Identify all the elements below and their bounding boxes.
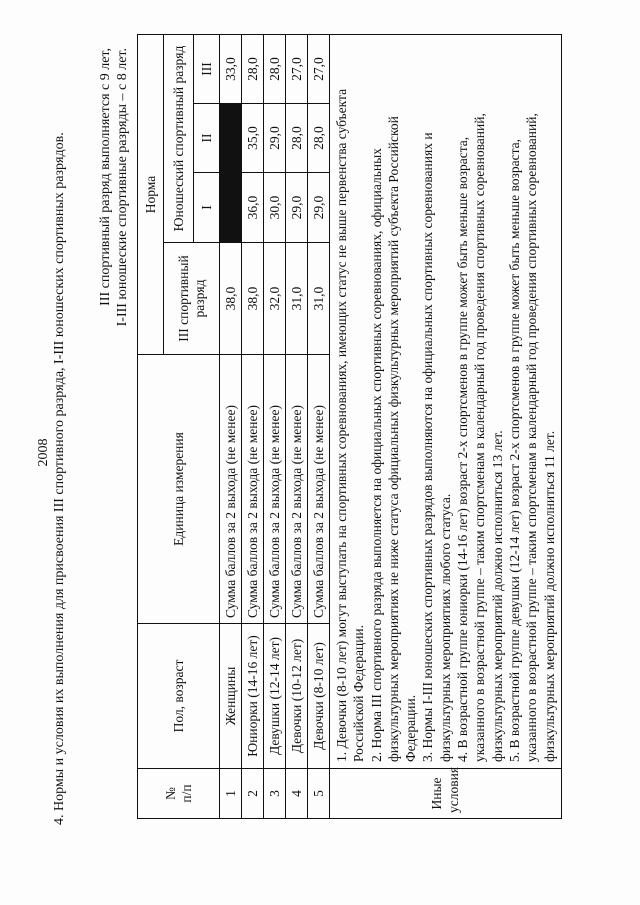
- row-group: Девушки (12-14 лет): [264, 624, 286, 769]
- row-youth-1: 29,0: [286, 173, 308, 243]
- row-unit: Сумма баллов за 2 выхода (не менее): [286, 355, 308, 624]
- other-conditions-label-line1: Иные: [429, 777, 445, 810]
- header-num: [138, 769, 220, 819]
- other-conditions-label: [330, 766, 562, 819]
- row-youth-1: 29,0: [308, 173, 330, 243]
- row-youth-2: 28,0: [308, 104, 330, 173]
- table-row: [242, 35, 264, 819]
- row-group: Юниорки (14-16 лет): [242, 624, 264, 769]
- row-youth-3: 27,0: [308, 35, 330, 104]
- row-cat3: 38,0: [220, 243, 242, 355]
- row-cat3: 32,0: [264, 243, 286, 355]
- row-group: Девочки (8-10 лет): [308, 624, 330, 769]
- row-youth-2: 29,0: [264, 104, 286, 173]
- row-youth-1: 36,0: [242, 173, 264, 243]
- row-youth-3: 27,0: [286, 35, 308, 104]
- condition-line: 2. Норма III спортивного разряда выполняется на официальных спортивных соревнованиях, официальных: [368, 148, 384, 762]
- condition-line: 5. В возрастной группе девушки (12-14 лет) возраст 2-х спортсменов в группе может быть меньше возраста,: [506, 138, 522, 762]
- table-row: [308, 35, 330, 819]
- header-youth-3: III: [194, 35, 220, 104]
- condition-line: Федерации.: [403, 694, 419, 762]
- table-row: [264, 35, 286, 819]
- row-youth-3: 28,0: [242, 35, 264, 104]
- condition-line: физкультурных мероприятиях не ниже статуса официальных физкультурных мероприятий субъекта Российской: [385, 116, 401, 762]
- header-unit: Единица измерения: [138, 355, 220, 624]
- condition-line: указанного в возрастной группе – таким спортсменам в календарный год проведения спортивных соревнований,: [524, 113, 540, 762]
- condition-line: Российской Федерации.: [351, 624, 367, 762]
- row-num: 1: [220, 769, 242, 819]
- header-youth-2: II: [194, 104, 220, 173]
- header-norm: Норма: [138, 35, 164, 355]
- page-number: 2008: [36, 438, 51, 467]
- row-cat3: 31,0: [286, 243, 308, 355]
- header-num-line1: №: [162, 787, 178, 800]
- other-conditions-label-line2: условия: [446, 766, 462, 813]
- row-num: 5: [308, 769, 330, 819]
- section-heading: 4. Нормы и условия их выполнения для присвоения III спортивного разряда, I-III юношеских спортивных разрядов.: [52, 132, 67, 825]
- row-youth-3: 33,0: [220, 35, 242, 104]
- condition-line: физкультурных мероприятий должно исполниться 11 лет.: [541, 430, 557, 762]
- header-youth-1: I: [194, 173, 220, 243]
- row-cat3: 38,0: [242, 243, 264, 355]
- table-row: [286, 35, 308, 819]
- age-note-cat3: III спортивный разряд выполняется с 9 лет,: [98, 48, 113, 306]
- norms-table: [137, 34, 562, 819]
- other-conditions-text: [330, 35, 562, 769]
- row-unit: Сумма баллов за 2 выхода (не менее): [264, 355, 286, 624]
- row-num: 3: [264, 769, 286, 819]
- header-cat3-line1: III спортивный: [175, 255, 191, 342]
- row-unit: Сумма баллов за 2 выхода (не менее): [308, 355, 330, 624]
- header-cat3: [164, 243, 220, 355]
- header-youth: Юношеский спортивный разряд: [164, 35, 194, 243]
- table-row: [220, 35, 242, 819]
- header-cat3-line2: разряд: [191, 279, 207, 318]
- row-group: Женщины: [220, 624, 242, 769]
- row-youth-3: 28,0: [264, 35, 286, 104]
- condition-line: 3. Нормы I-III юношеских спортивных разрядов выполняются на официальных спортивных соревнованиях и: [420, 132, 436, 762]
- row-unit: Сумма баллов за 2 выхода (не менее): [242, 355, 264, 624]
- row-youth-1: 30,0: [264, 173, 286, 243]
- condition-line: 1. Девочки (8-10 лет) могут выступать на спортивных соревнованиях, имеющих статус не выше первенства субъекта: [334, 88, 349, 762]
- other-conditions-row: [330, 35, 562, 819]
- condition-line: физкультурных мероприятиях любого статуса.: [437, 493, 453, 762]
- header-num-line2: п/п: [178, 784, 194, 803]
- header-group: Пол, возраст: [138, 624, 220, 769]
- age-note-youth: I-III юношеские спортивные разряды – с 8 лет.: [115, 48, 130, 327]
- row-youth-2: 28,0: [286, 104, 308, 173]
- row-youth-2: 35,0: [242, 104, 264, 173]
- row-num: 4: [286, 769, 308, 819]
- row-blacked-out-cell: [220, 104, 242, 243]
- condition-line: указанного в возрастной группе – таким спортсменам в календарный год проведения спортивных соревнований,: [472, 113, 488, 762]
- row-num: 2: [242, 769, 264, 819]
- row-cat3: 31,0: [308, 243, 330, 355]
- row-group: Девочки (10-12 лет): [286, 624, 308, 769]
- condition-line: 4. В возрастной группе юниорки (14-16 лет) возраст 2-х спортсменов в группе может быть меньше возраста,: [455, 136, 471, 762]
- row-unit: Сумма баллов за 2 выхода (не менее): [220, 355, 242, 624]
- condition-line: физкультурных мероприятий должно исполниться 13 лет.: [489, 430, 505, 762]
- header-row-1: [138, 35, 164, 819]
